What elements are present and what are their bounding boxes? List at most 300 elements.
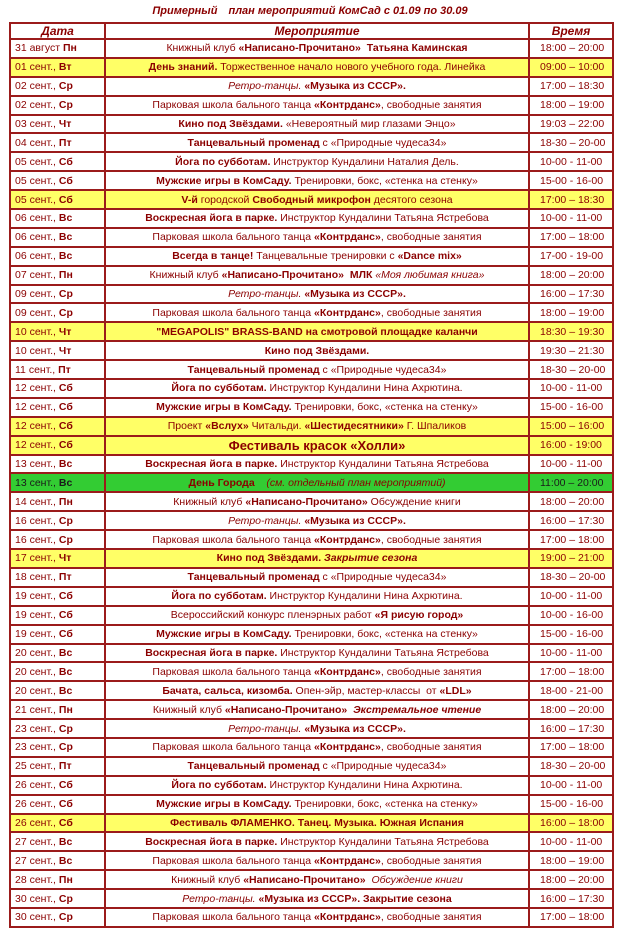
event-text: Ретро-танцы.	[228, 80, 305, 93]
event-text: Г. Шпаликов	[403, 420, 467, 433]
table-row	[10, 96, 613, 115]
weekday-text: Ср	[58, 722, 73, 735]
table-row	[10, 644, 613, 663]
event-text: Бачата, сальса, кизомба.	[162, 684, 293, 697]
date-text: 18 сент.,	[15, 571, 56, 584]
date-cell	[10, 587, 105, 606]
event-text: «Музыка из СССР».	[304, 722, 406, 735]
event-text: Тренировки, бокс, «стенка на стенку»	[291, 174, 478, 187]
date-cell	[10, 115, 105, 134]
time-cell: 18-30 – 20-00	[529, 360, 613, 379]
date-text: 26 сент.,	[15, 798, 56, 811]
event-cell	[105, 851, 529, 870]
event-text: Воскресная йога в парке.	[145, 835, 278, 848]
weekday-text: Вс	[58, 665, 73, 678]
event-text: «Музыка из СССР».	[304, 80, 406, 93]
event-text: Танцевальные тренировки с	[253, 250, 398, 263]
date-cell	[10, 681, 105, 700]
date-cell	[10, 228, 105, 247]
event-text: Тренировки, бокс, «стенка на стенку»	[291, 798, 478, 811]
date-cell	[10, 530, 105, 549]
event-text: «Написано-Прочитано»	[245, 495, 368, 508]
event-text: с «Природные чудеса34»	[319, 571, 447, 584]
event-text: День знаний.	[148, 61, 218, 74]
event-text: «LDL»	[439, 684, 472, 697]
event-text: Свободный микрофон	[252, 193, 371, 206]
time-cell: 11:00 – 20:00	[529, 473, 613, 492]
date-text: 16 сент.,	[15, 514, 56, 527]
date-text: 20 сент.,	[15, 646, 56, 659]
date-cell	[10, 266, 105, 285]
date-text: 17 сент.,	[15, 552, 56, 565]
table-row	[10, 190, 613, 209]
event-cell	[105, 360, 529, 379]
weekday-text: Ср	[58, 306, 73, 319]
time-cell: 19:30 – 21:30	[529, 341, 613, 360]
date-cell	[10, 417, 105, 436]
event-text: «Написано-Прочитано»	[238, 42, 361, 55]
date-cell	[10, 303, 105, 322]
header-row	[10, 23, 613, 39]
event-text: Экстремальное чтение	[353, 703, 482, 716]
weekday-text: Вс	[58, 854, 73, 867]
time-cell: 10-00 - 11-00	[529, 832, 613, 851]
event-cell	[105, 417, 529, 436]
event-text: День Города	[188, 476, 255, 489]
event-text: «Невероятный мир глазами Энцо»	[282, 118, 456, 130]
weekday-text: Ср	[58, 533, 73, 546]
weekday-text: Вс	[58, 684, 73, 697]
table-row	[10, 662, 613, 681]
event-text: Танцевальный променад	[187, 136, 320, 149]
table-row	[10, 285, 613, 304]
date-text: 20 сент.,	[15, 684, 56, 697]
table-row	[10, 341, 613, 360]
table-row	[10, 832, 613, 851]
event-text: Ретро-танцы.	[228, 722, 305, 735]
event-text: с «Природные чудеса34»	[319, 760, 447, 773]
table-row	[10, 455, 613, 474]
date-cell	[10, 851, 105, 870]
time-cell: 16:00 - 19:00	[529, 436, 613, 455]
event-text: , свободные занятия	[380, 231, 482, 244]
time-cell: 10-00 - 11-00	[529, 209, 613, 228]
weekday-text: Сб	[58, 779, 73, 792]
time-cell: 19:00 – 21:00	[529, 549, 613, 568]
date-cell	[10, 285, 105, 304]
event-text: Инструктор Кундалини Нина Ахрютина.	[266, 590, 463, 603]
event-text: Мужские игры в КомСаду.	[156, 798, 292, 811]
weekday-text: Ср	[58, 514, 73, 527]
event-text: , свободные занятия	[380, 854, 482, 867]
event-text: Кино под Звёздами.	[178, 118, 283, 130]
event-cell	[105, 303, 529, 322]
table-row	[10, 814, 613, 833]
time-cell: 15-00 - 16-00	[529, 398, 613, 417]
weekday-text: Пн	[58, 495, 73, 508]
table-row	[10, 719, 613, 738]
weekday-text: Сб	[58, 193, 73, 206]
time-cell: 18:00 – 19:00	[529, 851, 613, 870]
event-text: Парковая школа бального танца	[152, 854, 315, 867]
event-cell	[105, 285, 529, 304]
weekday-text: Вс	[58, 250, 73, 263]
table-row	[10, 152, 613, 171]
event-cell	[105, 719, 529, 738]
date-text: 13 сент.,	[15, 476, 56, 489]
event-cell	[105, 511, 529, 530]
event-text: Парковая школа бального танца	[152, 231, 315, 244]
date-text: 06 сент.,	[15, 212, 56, 225]
date-cell	[10, 360, 105, 379]
date-text: 26 сент.,	[15, 779, 56, 792]
event-cell	[105, 870, 529, 889]
date-cell	[10, 719, 105, 738]
date-text: 30 сент.,	[15, 911, 56, 924]
event-text: Йога по субботам.	[175, 155, 271, 168]
event-text: , свободные занятия	[380, 741, 482, 754]
date-cell	[10, 58, 105, 77]
table-row	[10, 417, 613, 436]
weekday-text: Ср	[58, 80, 73, 93]
event-text: V-й	[181, 193, 198, 206]
event-cell	[105, 814, 529, 833]
event-cell	[105, 228, 529, 247]
time-cell: 19:03 – 22:00	[529, 115, 613, 134]
weekday-text: Сб	[58, 401, 73, 414]
time-cell: 18:00 – 20:00	[529, 39, 613, 58]
table-row	[10, 795, 613, 814]
table-row	[10, 209, 613, 228]
date-text: 10 сент.,	[15, 344, 56, 357]
date-cell	[10, 322, 105, 341]
table-row	[10, 266, 613, 285]
weekday-text: Сб	[58, 420, 73, 433]
time-cell: 18-30 – 20-00	[529, 757, 613, 776]
event-text: Инструктор Кундалини Татьяна Ястребова	[277, 835, 489, 848]
table-row	[10, 889, 613, 908]
date-text: 02 сент.,	[15, 99, 56, 112]
time-cell: 17:00 – 18:00	[529, 228, 613, 247]
event-cell	[105, 700, 529, 719]
event-text: с «Природные чудеса34»	[319, 363, 447, 376]
time-cell: 17:00 – 18:00	[529, 738, 613, 757]
event-text: , свободные занятия	[380, 665, 482, 678]
table-row	[10, 303, 613, 322]
event-text: Татьяна Каминская	[360, 42, 468, 55]
date-text: 16 сент.,	[15, 533, 56, 546]
event-cell	[105, 115, 529, 134]
date-text: 05 сент.,	[15, 174, 56, 187]
event-text: Ретро-танцы.	[228, 514, 305, 527]
event-text: Инструктор Кундалини Татьяна Ястребова	[277, 646, 489, 659]
date-cell	[10, 889, 105, 908]
event-text: Опен-эйр, мастер-классы от	[292, 684, 440, 697]
date-cell	[10, 644, 105, 663]
event-text: с «Природные чудеса34»	[319, 136, 447, 149]
event-cell	[105, 681, 529, 700]
event-text: Обсуждение книги	[367, 495, 461, 508]
table-row	[10, 171, 613, 190]
event-text: «Написано-Прочитано»	[243, 873, 366, 886]
date-text: 27 сент.,	[15, 854, 56, 867]
event-text: Воскресная йога в парке.	[145, 458, 278, 471]
date-cell	[10, 738, 105, 757]
date-text: 19 сент.,	[15, 609, 56, 622]
date-cell	[10, 549, 105, 568]
time-cell: 16:00 – 17:30	[529, 285, 613, 304]
event-cell	[105, 96, 529, 115]
event-text: «Музыка из СССР».	[304, 288, 406, 301]
date-text: 10 сент.,	[15, 325, 56, 338]
event-cell	[105, 379, 529, 398]
date-cell	[10, 832, 105, 851]
weekday-text: Чт	[58, 118, 72, 130]
table-row	[10, 757, 613, 776]
table-row	[10, 587, 613, 606]
event-text: «Контрданс»	[314, 99, 381, 112]
event-text: «Моя любимая книга»	[375, 269, 485, 282]
time-cell: 15-00 - 16-00	[529, 795, 613, 814]
schedule-table	[9, 22, 614, 928]
table-row	[10, 39, 613, 58]
event-text: Инструктор Кундалини Нина Ахрютина.	[266, 382, 463, 395]
table-row	[10, 776, 613, 795]
date-cell	[10, 606, 105, 625]
event-cell	[105, 492, 529, 511]
date-cell	[10, 568, 105, 587]
event-cell	[105, 738, 529, 757]
event-text: Танцевальный променад	[187, 571, 320, 584]
weekday-text: Вт	[58, 61, 72, 74]
date-cell	[10, 908, 105, 927]
date-cell	[10, 379, 105, 398]
event-text: Парковая школа бального танца	[152, 533, 315, 546]
event-text: , свободные занятия	[380, 99, 482, 112]
date-cell	[10, 814, 105, 833]
time-cell: 16:00 – 17:30	[529, 889, 613, 908]
table-row	[10, 436, 613, 455]
event-text: городской	[197, 193, 253, 206]
table-row	[10, 398, 613, 417]
time-cell: 16:00 – 17:30	[529, 719, 613, 738]
table-row	[10, 322, 613, 341]
time-cell: 18-00 - 21-00	[529, 681, 613, 700]
table-row	[10, 77, 613, 96]
table-row	[10, 360, 613, 379]
event-cell	[105, 530, 529, 549]
weekday-text: Сб	[58, 382, 73, 395]
event-text: Кино под Звёздами.	[216, 552, 325, 565]
date-cell	[10, 341, 105, 360]
date-cell	[10, 152, 105, 171]
event-text: «Контрданс»	[314, 306, 381, 319]
table-row	[10, 530, 613, 549]
date-cell	[10, 171, 105, 190]
date-text: 27 сент.,	[15, 835, 56, 848]
date-cell	[10, 436, 105, 455]
event-text: Йога по субботам.	[171, 382, 267, 395]
time-cell: 17:00 – 18:30	[529, 77, 613, 96]
event-text: Йога по субботам.	[171, 779, 267, 792]
date-cell	[10, 870, 105, 889]
date-text: 19 сент.,	[15, 628, 56, 641]
event-text: Обсуждение книги	[371, 873, 463, 886]
date-text: 06 сент.,	[15, 250, 56, 263]
event-text: Парковая школа бального танца	[152, 306, 315, 319]
time-cell: 10-00 - 11-00	[529, 587, 613, 606]
event-cell	[105, 832, 529, 851]
time-cell: 10-00 - 11-00	[529, 152, 613, 171]
event-cell	[105, 322, 529, 341]
time-cell: 18:00 – 20:00	[529, 870, 613, 889]
weekday-text: Сб	[58, 155, 73, 168]
weekday-text: Ср	[58, 741, 73, 754]
header-event: Мероприятие	[105, 23, 529, 39]
event-text: Парковая школа бального танца	[152, 911, 315, 924]
date-text: 12 сент.,	[15, 382, 56, 395]
event-text: Всероссийский конкурс пленэрных работ	[170, 609, 375, 622]
event-cell	[105, 266, 529, 285]
date-text: 04 сент.,	[15, 136, 56, 149]
weekday-text: Чт	[58, 325, 72, 338]
weekday-text: Сб	[58, 609, 73, 622]
date-cell	[10, 209, 105, 228]
event-cell	[105, 152, 529, 171]
event-text: Книжный клуб	[166, 42, 239, 55]
time-cell: 10-00 - 11-00	[529, 644, 613, 663]
date-text: 03 сент.,	[15, 118, 56, 130]
table-row	[10, 606, 613, 625]
table-row	[10, 492, 613, 511]
date-text: 21 сент.,	[15, 703, 56, 716]
time-cell: 16:00 – 17:30	[529, 511, 613, 530]
title-prefix: Примерный	[152, 5, 218, 17]
event-text: «Написано-Прочитано»	[224, 703, 348, 716]
date-cell	[10, 77, 105, 96]
event-text: Инструктор Кундалини Наталия Дель.	[270, 155, 459, 168]
date-cell	[10, 247, 105, 266]
date-cell	[10, 776, 105, 795]
event-text: , свободные занятия	[380, 533, 482, 546]
table-row	[10, 700, 613, 719]
event-text: «Контрданс»	[314, 533, 381, 546]
event-cell	[105, 625, 529, 644]
page-title	[0, 0, 620, 22]
event-text: «Контрданс»	[314, 911, 381, 924]
weekday-text: Ср	[58, 288, 73, 301]
weekday-text: Чт	[58, 344, 72, 357]
date-cell	[10, 757, 105, 776]
date-cell	[10, 473, 105, 492]
weekday-text: Сб	[58, 628, 73, 641]
event-cell	[105, 171, 529, 190]
event-text: Инструктор Кундалини Нина Ахрютина.	[266, 779, 463, 792]
date-text: 14 сент.,	[15, 495, 56, 508]
event-cell	[105, 757, 529, 776]
event-cell	[105, 662, 529, 681]
table-row	[10, 473, 613, 492]
table-row	[10, 228, 613, 247]
weekday-text: Сб	[58, 816, 73, 829]
weekday-text: Ср	[58, 99, 73, 112]
date-text: 11 сент.,	[15, 363, 56, 376]
time-cell: 15-00 - 16-00	[529, 625, 613, 644]
event-cell	[105, 908, 529, 927]
event-text: «Музыка из СССР». Закрытие сезона	[258, 892, 452, 905]
event-text: Инструктор Кундалини Татьяна Ястребова	[277, 212, 489, 225]
event-text: "MEGAPOLIS" BRASS-BAND на смотровой площадке каланчи	[156, 325, 478, 338]
event-cell	[105, 587, 529, 606]
table-row	[10, 870, 613, 889]
event-text: Парковая школа бального танца	[152, 99, 315, 112]
event-text: Тренировки, бокс, «стенка на стенку»	[291, 628, 478, 641]
table-row	[10, 681, 613, 700]
time-cell: 18:00 – 19:00	[529, 96, 613, 115]
event-text: , свободные занятия	[380, 911, 482, 924]
event-text: «Написано-Прочитано»	[221, 269, 344, 282]
time-cell: 10-00 - 11-00	[529, 776, 613, 795]
event-text: Воскресная йога в парке.	[145, 646, 278, 659]
date-text: 12 сент.,	[15, 439, 56, 452]
event-text: «Контрданс»	[314, 665, 381, 678]
event-text: Ретро-танцы.	[182, 892, 259, 905]
table-row	[10, 851, 613, 870]
weekday-text: Ср	[58, 911, 73, 924]
event-text: Мужские игры в КомСаду.	[156, 174, 292, 187]
time-cell: 10-00 - 16-00	[529, 606, 613, 625]
event-text: Книжный клуб	[171, 873, 244, 886]
event-cell	[105, 606, 529, 625]
weekday-text: Пн	[62, 42, 77, 55]
event-text: Мужские игры в КомСаду.	[156, 628, 292, 641]
event-cell	[105, 77, 529, 96]
date-text: 05 сент.,	[15, 155, 56, 168]
title-main: план мероприятий КомСад с 01.09 по 30.09	[228, 5, 468, 17]
event-cell	[105, 473, 529, 492]
weekday-text: Вс	[58, 646, 73, 659]
weekday-text: Пт	[58, 571, 72, 584]
weekday-text: Сб	[58, 439, 73, 452]
event-text: Тренировки, бокс, «стенка на стенку»	[291, 401, 478, 414]
table-row	[10, 115, 613, 134]
event-text: Йога по субботам.	[171, 590, 267, 603]
table-row	[10, 247, 613, 266]
date-text: 23 сент.,	[15, 741, 56, 754]
event-text: Фестиваль красок «Холли»	[228, 437, 406, 453]
table-row	[10, 738, 613, 757]
date-text: 01 сент.,	[15, 61, 56, 74]
time-cell: 17:00 – 18:00	[529, 662, 613, 681]
event-cell	[105, 398, 529, 417]
date-cell	[10, 492, 105, 511]
date-text: 12 сент.,	[15, 401, 56, 414]
time-cell: 18-30 – 20-00	[529, 568, 613, 587]
event-text: Ретро-танцы.	[228, 288, 305, 301]
date-text: 28 сент.,	[15, 873, 56, 886]
event-text: Кино под Звёздами.	[264, 344, 370, 357]
table-row	[10, 549, 613, 568]
event-text: Книжный клуб	[173, 495, 246, 508]
event-cell	[105, 341, 529, 360]
date-cell	[10, 700, 105, 719]
date-cell	[10, 662, 105, 681]
event-text: Танцевальный променад	[187, 760, 320, 773]
event-text: «Вслух»	[205, 420, 249, 433]
time-cell: 18:00 – 19:00	[529, 303, 613, 322]
time-cell: 18-30 – 20-00	[529, 133, 613, 152]
date-cell	[10, 511, 105, 530]
